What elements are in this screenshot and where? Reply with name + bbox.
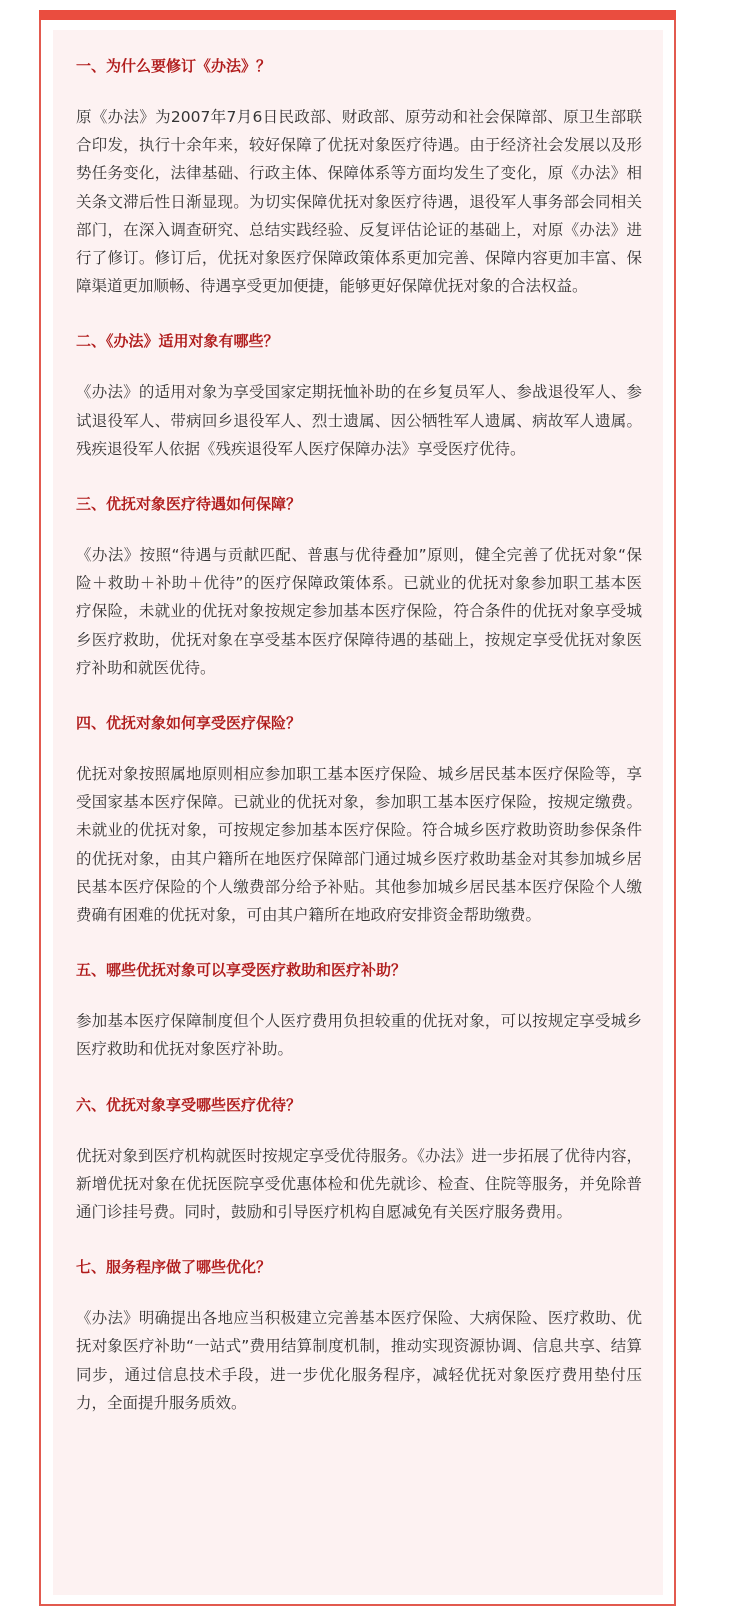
section-1 <box>76 51 642 300</box>
section-4 <box>76 708 642 929</box>
section-heading: 三、优抚对象医疗待遇如何保障？ <box>76 495 302 514</box>
section-heading: 六、优抚对象享受哪些医疗优待？ <box>76 1095 302 1114</box>
section-7 <box>76 1252 642 1417</box>
section-heading: 四、优抚对象如何享受医疗保险？ <box>76 714 302 733</box>
section-paragraph: 优抚对象到医疗机构就医时按规定享受优待服务。《办法》进一步拓展了优待内容，新增优抚对象在优抚医院享受优惠体检和优先就诊、检查、住院等服务，并免除普通门诊挂号费。同时，鼓励和引导医疗机构自愿减免有关医疗服务费用。 <box>76 1146 642 1222</box>
section-paragraph: 《办法》的适用对象为享受国家定期抚恤补助的在乡复员军人、参战退役军人、参试退役军人、带病回乡退役军人、烈士遗属、因公牺牲军人遗属、病故军人遗属。残疾退役军人依据《残疾退役军人医疗保障办法》享受医疗优待。 <box>76 383 642 458</box>
section-paragraph: 原《办法》为2007年7月6日民政部、财政部、原劳动和社会保障部、原卫生部联合印发，执行十余年来，较好保障了优抚对象医疗待遇。由于经济社会发展以及形势任务变化，法律基础、行政主体、保障体系等方面均发生了变化，原《办法》相关条文滞后性日渐显现。为切实保障优抚对象医疗待遇，退役军人事务部会同相关部门，在深入调查研究、总结实践经验、反复评估论证的基础上，对原《办法》进行了修订。修订后，优抚对象医疗保障政策体系更加完善、保障内容更加丰富、保障渠道更加顺畅、待遇享受更加便捷，能够更好保障优抚对象的合法权益。 <box>76 108 642 296</box>
section-heading: 一、为什么要修订《办法》？ <box>76 57 272 75</box>
section-paragraph: 《办法》明确提出各地应当积极建立完善基本医疗保险、大病保险、医疗救助、优抚对象医疗补助“一站式”费用结算制度机制，推动实现资源协调、信息共享、结算同步，通过信息技术手段，进一步优化服务程序，减轻优抚对象医疗费用垫付压力，全面提升服务质效。 <box>76 1309 642 1412</box>
section-heading: 七、服务程序做了哪些优化？ <box>76 1258 272 1277</box>
section-paragraph: 优抚对象按照属地原则相应参加职工基本医疗保险、城乡居民基本医疗保险等，享受国家基本医疗保障。已就业的优抚对象，参加职工基本医疗保险，按规定缴费。未就业的优抚对象，可按规定参加基本医疗保险。符合城乡医疗救助资助参保条件的优抚对象，由其户籍所在地医疗保障部门通过城乡医疗救助基金对其参加城乡居民基本医疗保险的个人缴费部分给予补贴。其他参加城乡居民基本医疗保险个人缴费确有困难的优抚对象，可由其户籍所在地政府安排资金帮助缴费。 <box>76 765 642 925</box>
top-accent-bar <box>39 10 676 20</box>
article-content <box>76 51 642 1443</box>
section-paragraph: 《办法》按照“待遇与贡献匹配、普惠与优待叠加”原则，健全完善了优抚对象“保险＋救助＋补助＋优待”的医疗保障政策体系。已就业的优抚对象参加职工基本医疗保险，未就业的优抚对象按规定参加基本医疗保险，符合条件的优抚对象享受城乡医疗救助，优抚对象在享受基本医疗保障待遇的基础上，按规定享受优抚对象医疗补助和就医优待。 <box>76 546 642 677</box>
section-heading: 五、哪些优抚对象可以享受医疗救助和医疗补助？ <box>76 961 407 980</box>
section-5 <box>76 955 642 1063</box>
section-6 <box>76 1090 642 1227</box>
section-heading: 二、《办法》适用对象有哪些？ <box>76 332 279 351</box>
section-2 <box>76 326 642 463</box>
section-3 <box>76 489 642 682</box>
section-paragraph: 参加基本医疗保障制度但个人医疗费用负担较重的优抚对象，可以按规定享受城乡医疗救助和优抚对象医疗补助。 <box>76 1012 642 1059</box>
